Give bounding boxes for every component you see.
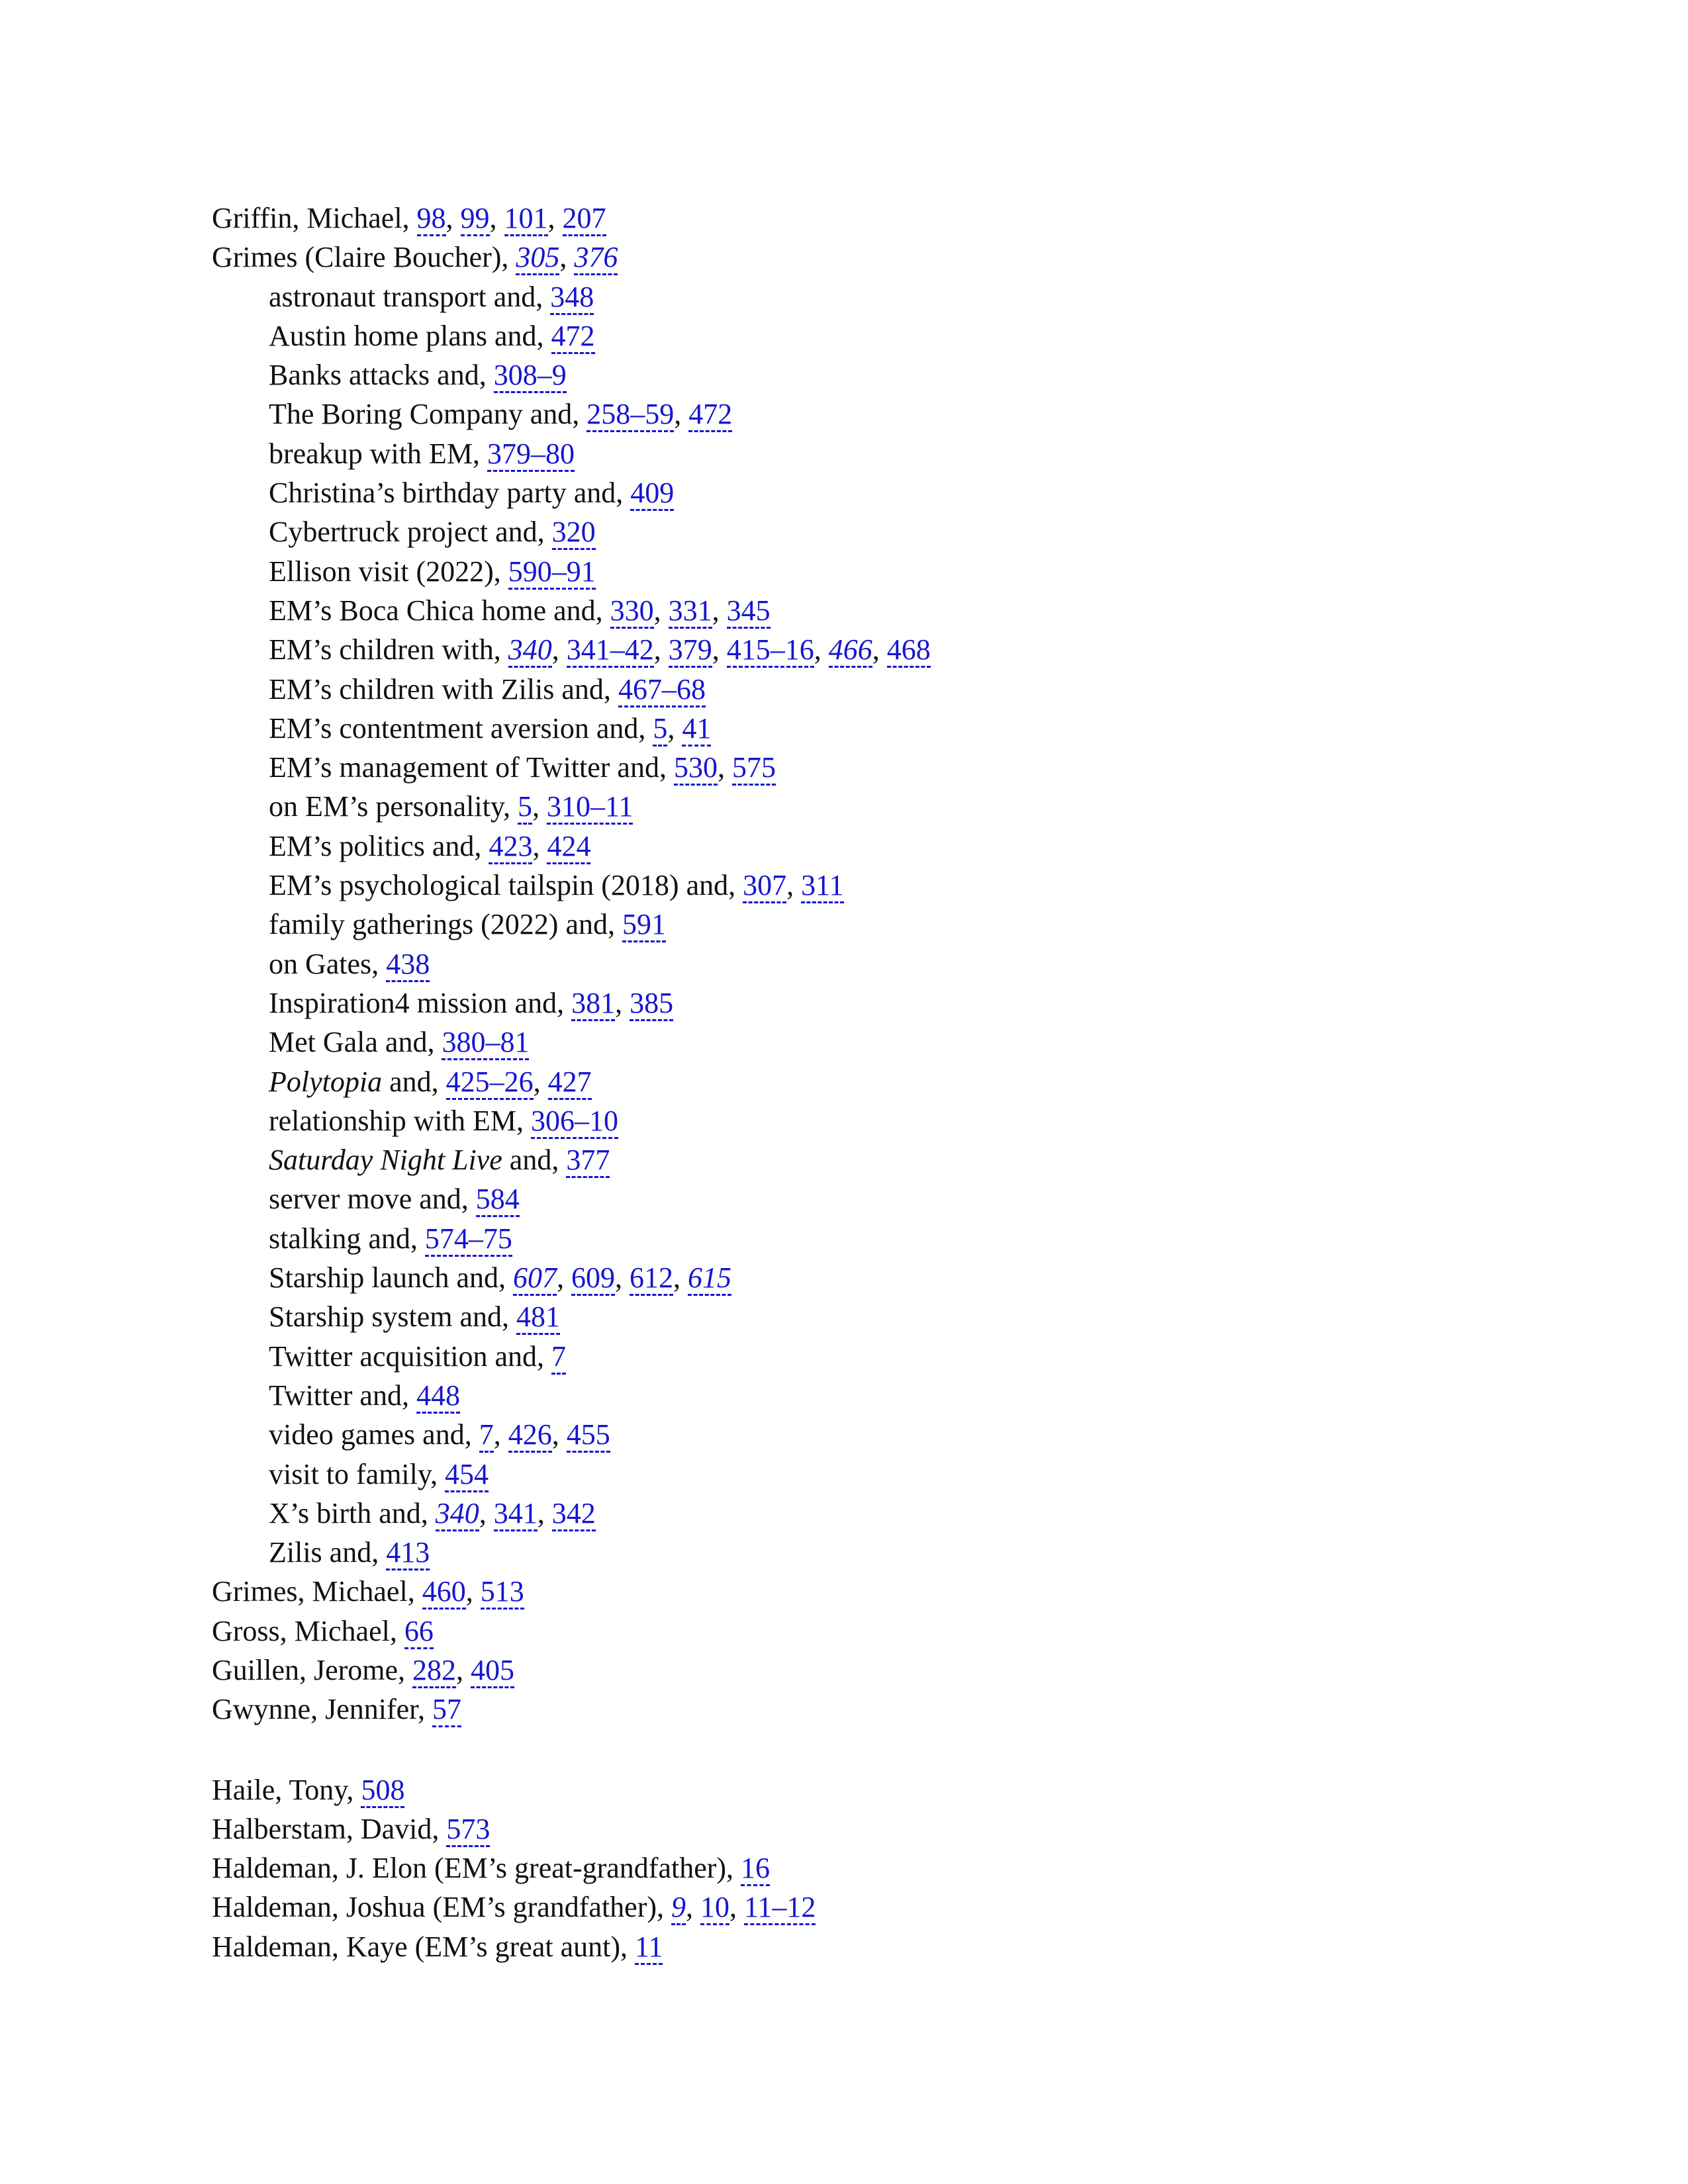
page-separator: ,: [551, 1418, 567, 1451]
entry-text: Gwynne, Jennifer,: [212, 1693, 433, 1726]
page-separator: ,: [493, 1418, 508, 1451]
index-subentry: [212, 1415, 1536, 1454]
index-entry: [212, 1572, 1536, 1611]
page-reference-link[interactable]: 425–26: [446, 1066, 534, 1100]
entry-text: Grimes, Michael,: [212, 1575, 422, 1608]
page-reference-link[interactable]: 467–68: [618, 673, 706, 707]
entry-text: EM’s psychological tailspin (2018) and,: [269, 869, 743, 902]
page-reference-link[interactable]: 385: [630, 987, 673, 1021]
page-separator: ,: [712, 594, 727, 627]
page-reference-link[interactable]: 455: [567, 1418, 610, 1453]
page-reference-link[interactable]: 306–10: [531, 1105, 618, 1139]
index-subentry: [212, 1533, 1536, 1572]
entry-text: Banks attacks and,: [269, 359, 494, 392]
page-reference-link[interactable]: 405: [471, 1654, 514, 1688]
entry-text: Austin home plans and,: [269, 319, 551, 352]
index-entry: [212, 1809, 1536, 1848]
page-reference-link[interactable]: 584: [476, 1183, 520, 1217]
entry-text: relationship with EM,: [269, 1104, 531, 1137]
index-subentry: [212, 630, 1536, 669]
page-reference-link[interactable]: 590–91: [508, 555, 596, 590]
index-subentry: [212, 1101, 1536, 1140]
page-reference-link[interactable]: 460: [422, 1575, 466, 1610]
page-reference-link[interactable]: 427: [548, 1066, 592, 1100]
entry-title-italic: Saturday Night Live: [269, 1144, 502, 1177]
page-reference-link[interactable]: 454: [445, 1458, 489, 1492]
page-reference-link[interactable]: 409: [630, 477, 674, 511]
index-subentry: [212, 748, 1536, 787]
page-reference-link[interactable]: 5: [653, 712, 667, 747]
page-reference-link[interactable]: 466: [829, 633, 872, 668]
entry-text: and,: [382, 1065, 446, 1098]
page-separator: ,: [533, 1065, 548, 1098]
index-subentry: [212, 355, 1536, 394]
page-reference-link[interactable]: 376: [574, 241, 618, 275]
page-reference-link[interactable]: 448: [416, 1379, 460, 1414]
entry-text: Halberstam, David,: [212, 1812, 447, 1845]
entry-text: X’s birth and,: [269, 1496, 436, 1529]
page-reference-link[interactable]: 57: [432, 1693, 461, 1727]
page-reference-link[interactable]: 612: [630, 1261, 673, 1296]
entry-text: EM’s politics and,: [269, 829, 489, 862]
page-separator: ,: [479, 1496, 494, 1529]
page-reference-link[interactable]: 282: [412, 1654, 456, 1688]
page-reference-link[interactable]: 341: [494, 1497, 538, 1531]
index-subentry: [212, 1023, 1536, 1062]
page-separator: ,: [712, 633, 727, 666]
index-subentry: [212, 512, 1536, 551]
index-subentry: [212, 1062, 1536, 1101]
page-reference-link[interactable]: 607: [513, 1261, 557, 1296]
index-subentry: [212, 866, 1536, 905]
entry-text: Met Gala and,: [269, 1026, 442, 1059]
entry-text: Haldeman, Kaye (EM’s great aunt),: [212, 1930, 635, 1963]
page-reference-link[interactable]: 340: [508, 633, 552, 668]
entry-text: breakup with EM,: [269, 437, 487, 470]
index-subentry: [212, 1219, 1536, 1258]
page-separator: ,: [673, 1261, 688, 1295]
entry-text: Twitter acquisition and,: [269, 1340, 552, 1373]
page-separator: ,: [445, 202, 461, 234]
page-reference-link[interactable]: 591: [622, 908, 666, 942]
page-separator: ,: [456, 1653, 471, 1686]
page-reference-link[interactable]: 508: [361, 1774, 404, 1808]
entry-title-italic: Polytopia: [269, 1065, 383, 1098]
page-reference-link[interactable]: 16: [741, 1852, 770, 1886]
index-subentry: [212, 709, 1536, 748]
entry-text: Inspiration4 mission and,: [269, 986, 572, 1019]
page-reference-link[interactable]: 307: [743, 869, 786, 903]
page-separator: ,: [786, 869, 802, 902]
page-separator: ,: [532, 790, 547, 823]
page-reference-link[interactable]: 345: [727, 594, 771, 629]
page-reference-link[interactable]: 207: [563, 202, 606, 236]
entry-text: Ellison visit (2022),: [269, 555, 508, 588]
page-separator: ,: [465, 1575, 481, 1608]
page-separator: ,: [615, 1261, 630, 1295]
page-reference-link[interactable]: 101: [504, 202, 548, 236]
index-subentry: [212, 1297, 1536, 1336]
index-subentry: [212, 1337, 1536, 1376]
page-reference-link[interactable]: 413: [386, 1536, 430, 1570]
page-reference-link[interactable]: 10: [700, 1891, 729, 1925]
index-entry: [212, 238, 1536, 277]
index-subentry: [212, 944, 1536, 983]
page-separator: ,: [489, 202, 504, 234]
page-reference-link[interactable]: 426: [508, 1418, 552, 1453]
entry-text: on EM’s personality,: [269, 790, 518, 823]
page-reference-link[interactable]: 380–81: [442, 1026, 529, 1060]
entry-text: Grimes (Claire Boucher),: [212, 241, 516, 274]
index-entry: [212, 1927, 1536, 1966]
page-reference-link[interactable]: 381: [571, 987, 615, 1021]
page-reference-link[interactable]: 308–9: [494, 359, 567, 393]
page-reference-link[interactable]: 530: [674, 751, 718, 786]
entry-text: EM’s management of Twitter and,: [269, 751, 674, 784]
index-subentry: [212, 787, 1536, 826]
entry-text: Guillen, Jerome,: [212, 1653, 413, 1686]
page-reference-link[interactable]: 472: [551, 320, 595, 354]
index-subentry: [212, 1140, 1536, 1179]
page-reference-link[interactable]: 424: [547, 830, 590, 864]
page-separator: ,: [653, 594, 669, 627]
page-reference-link[interactable]: 331: [669, 594, 712, 629]
page-reference-link[interactable]: 9: [671, 1891, 686, 1925]
page-separator: ,: [537, 1496, 552, 1529]
index-subentry: [212, 1179, 1536, 1218]
page-reference-link[interactable]: 415–16: [727, 633, 814, 668]
page-reference-link[interactable]: 615: [688, 1261, 731, 1296]
entry-text: Haile, Tony,: [212, 1773, 361, 1806]
page-reference-link[interactable]: 472: [688, 398, 732, 432]
index-subentry: [212, 827, 1536, 866]
page-reference-link[interactable]: 310–11: [547, 790, 633, 825]
index-entry: [212, 1848, 1536, 1888]
page-separator: ,: [717, 751, 732, 784]
page-reference-link[interactable]: 258–59: [586, 398, 674, 432]
page-separator: ,: [551, 633, 567, 666]
page-reference-link[interactable]: 573: [446, 1813, 490, 1847]
page-reference-link[interactable]: 66: [404, 1615, 434, 1649]
index-subentry: [212, 552, 1536, 591]
page-reference-link[interactable]: 99: [461, 202, 490, 236]
page-reference-link[interactable]: 7: [479, 1418, 494, 1453]
page-separator: ,: [674, 398, 689, 431]
entry-text: stalking and,: [269, 1222, 425, 1255]
page-reference-link[interactable]: 377: [566, 1144, 610, 1178]
page-reference-link[interactable]: 305: [516, 241, 559, 275]
page-separator: ,: [653, 633, 669, 666]
page-separator: ,: [872, 633, 887, 666]
index-entry: [212, 1651, 1536, 1690]
index-entry: [212, 1888, 1536, 1927]
entry-text: video games and,: [269, 1418, 479, 1451]
index-subentry: [212, 591, 1536, 630]
index-subentry: [212, 1455, 1536, 1494]
page-reference-link[interactable]: 7: [551, 1340, 566, 1375]
index-entry: [212, 1690, 1536, 1729]
page-separator: ,: [686, 1891, 701, 1924]
entry-text: The Boring Company and,: [269, 398, 587, 431]
entry-text: Starship system and,: [269, 1300, 516, 1334]
page-reference-link[interactable]: 11: [635, 1931, 663, 1965]
entry-text: Gross, Michael,: [212, 1614, 404, 1647]
entry-text: EM’s children with Zilis and,: [269, 672, 618, 705]
page-reference-link[interactable]: 379–80: [487, 437, 575, 472]
index-subentry: [212, 905, 1536, 944]
entry-text: Griffin, Michael,: [212, 202, 417, 234]
page-reference-link[interactable]: 11–12: [744, 1891, 816, 1925]
entry-text: EM’s contentment aversion and,: [269, 711, 653, 745]
page-reference-link[interactable]: 340: [436, 1497, 479, 1531]
index-subentry: [212, 1376, 1536, 1415]
entry-text: EM’s Boca Chica home and,: [269, 594, 610, 627]
entry-text: Christina’s birthday party and,: [269, 477, 631, 510]
page-reference-link[interactable]: 341–42: [567, 633, 654, 668]
page-reference-link[interactable]: 98: [417, 202, 446, 236]
index-page: [212, 199, 1536, 1966]
index-subentry: [212, 434, 1536, 473]
index-entry: [212, 1612, 1536, 1651]
index-subentry: [212, 394, 1536, 433]
entry-text: EM’s children with,: [269, 633, 508, 666]
index-subentry: [212, 670, 1536, 709]
page-reference-link[interactable]: 311: [801, 869, 843, 903]
page-reference-link[interactable]: 438: [386, 948, 430, 982]
entry-text: family gatherings (2022) and,: [269, 908, 622, 941]
index-letter-group: [212, 1770, 1536, 1966]
index-subentry: [212, 1494, 1536, 1533]
entry-text: Haldeman, J. Elon (EM’s great-grandfather),: [212, 1852, 741, 1885]
index-subentry: [212, 983, 1536, 1023]
page-reference-link[interactable]: 342: [552, 1497, 596, 1531]
entry-text: server move and,: [269, 1183, 476, 1216]
page-reference-link[interactable]: 574–75: [425, 1222, 512, 1257]
page-separator: ,: [667, 711, 682, 745]
entry-text: Zilis and,: [269, 1536, 387, 1569]
entry-text: and,: [502, 1144, 567, 1177]
page-separator: ,: [532, 829, 547, 862]
entry-text: Haldeman, Joshua (EM’s grandfather),: [212, 1891, 672, 1924]
index-letter-group: [212, 199, 1536, 1729]
entry-text: Cybertruck project and,: [269, 516, 552, 549]
page-reference-link[interactable]: 468: [887, 633, 931, 668]
page-reference-link[interactable]: 481: [516, 1300, 560, 1335]
index-subentry: [212, 1258, 1536, 1297]
index-subentry: [212, 316, 1536, 355]
page-reference-link[interactable]: 330: [610, 594, 654, 629]
page-reference-link[interactable]: 609: [571, 1261, 615, 1296]
index-entry: [212, 1770, 1536, 1809]
page-separator: ,: [547, 202, 563, 234]
page-reference-link[interactable]: 379: [669, 633, 712, 668]
index-entry: [212, 199, 1536, 238]
page-separator: ,: [559, 241, 575, 274]
entry-text: visit to family,: [269, 1457, 445, 1490]
page-separator: ,: [615, 986, 630, 1019]
page-reference-link[interactable]: 423: [489, 830, 532, 864]
entry-text: on Gates,: [269, 947, 387, 980]
page-reference-link[interactable]: 513: [481, 1575, 524, 1610]
index-subentry: [212, 473, 1536, 512]
entry-text: astronaut transport and,: [269, 280, 551, 313]
page-reference-link[interactable]: 5: [518, 790, 532, 825]
page-reference-link[interactable]: 575: [732, 751, 776, 786]
page-reference-link[interactable]: 320: [552, 516, 596, 550]
page-separator: ,: [557, 1261, 572, 1295]
entry-text: Starship launch and,: [269, 1261, 514, 1295]
letter-group-gap: [212, 1729, 1536, 1770]
page-reference-link[interactable]: 348: [550, 281, 594, 315]
index-subentry: [212, 277, 1536, 316]
entry-text: Twitter and,: [269, 1379, 416, 1412]
page-separator: ,: [814, 633, 829, 666]
page-reference-link[interactable]: 41: [682, 712, 711, 747]
page-separator: ,: [729, 1891, 745, 1924]
